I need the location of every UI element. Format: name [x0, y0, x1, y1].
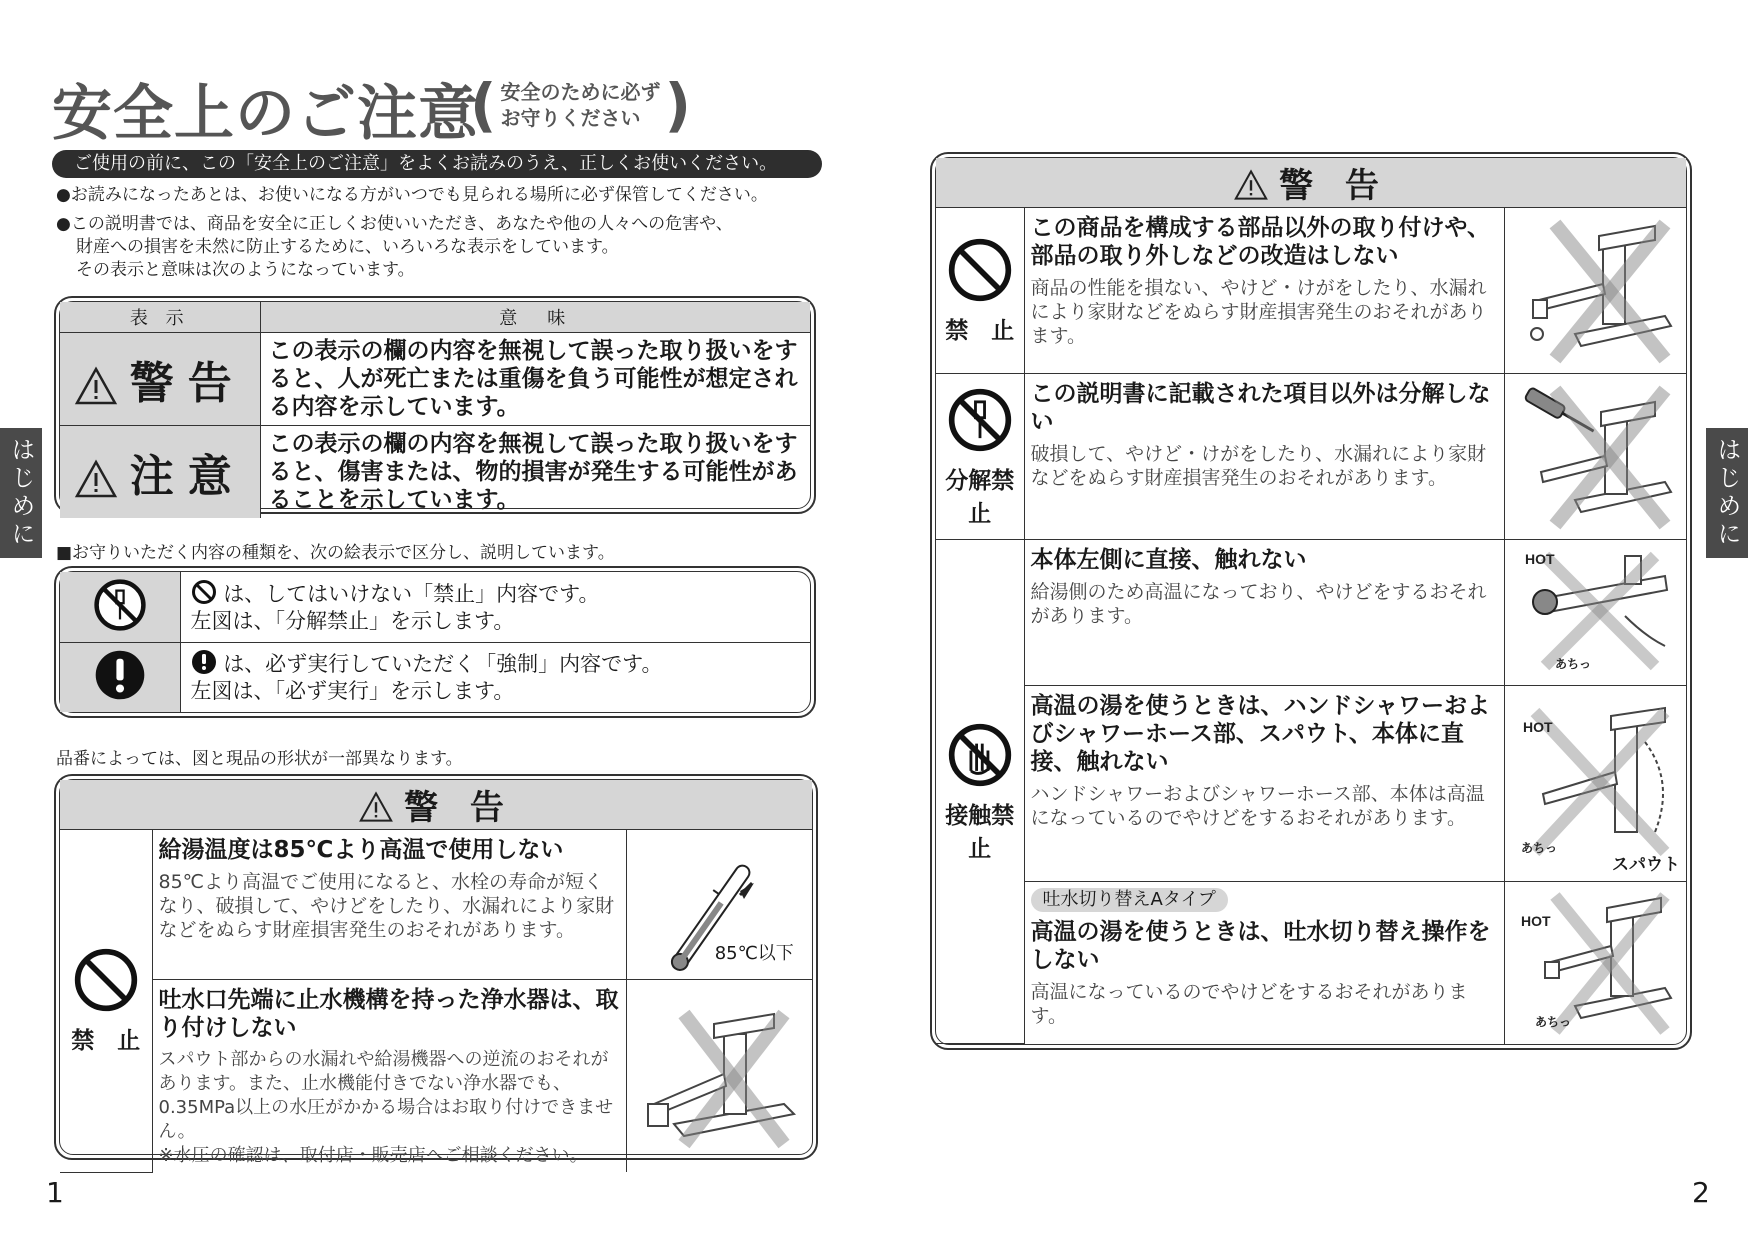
prohibition-label: 禁 止: [71, 1028, 141, 1055]
screwdriver-faucet-icon: [1515, 380, 1675, 530]
paren-close-icon: ): [664, 71, 692, 139]
disassembly-illustration: [1504, 374, 1686, 540]
prohibition-icon: [72, 946, 140, 1014]
left-prohibition-cell: [60, 830, 152, 1173]
intro-paragraph-1: ●お読みになったあとは、お使いになる方がいつでも見られる場所に必ず保管してください。: [56, 185, 768, 205]
signal-caution: 注意: [60, 425, 260, 518]
no-touch-icon: [946, 721, 1014, 789]
model-note: 品番によっては、図と現品の形状が一部異なります。: [56, 749, 463, 769]
signal-warning-meaning: この表示の欄の内容を無視して誤った取り扱いをすると、人が死亡または重傷を負う可能性が想定される内容を示しています。: [260, 332, 810, 425]
warning-triangle-icon: [1233, 169, 1269, 201]
type-a-tag: 吐水切り替えAタイプ: [1031, 888, 1228, 912]
prohibition-icon: [946, 236, 1014, 304]
paren-open-icon: (: [470, 71, 497, 139]
warning-triangle-icon: [358, 791, 394, 823]
subtitle-line2: お守りください: [500, 106, 641, 130]
page-number-left: 1: [46, 1176, 64, 1209]
no-disassembly-icon: [946, 386, 1014, 454]
svg-text:あちっ: あちっ: [1521, 840, 1558, 855]
svg-text:HOT: HOT: [1521, 912, 1551, 929]
col-display-header: 表 示: [60, 302, 260, 332]
intro-text: [56, 184, 826, 282]
svg-text:あちっ: あちっ: [1535, 1014, 1572, 1029]
hot-faucet-icon: [1515, 546, 1675, 676]
page-subtitle: [470, 71, 692, 139]
thermometer-illustration: [626, 830, 812, 980]
svg-text:HOT: HOT: [1525, 550, 1555, 567]
signal-warning: 警告: [60, 332, 260, 425]
left-warning-item-1: 給湯温度は85℃より高温で使用しない 85℃より高温でご使用になると、水栓の寿命が短くなり、破損して、やけどをしたり、水漏れにより家財などをぬらす財産損害発生のおそれがあります。: [152, 830, 626, 980]
legend-mandatory-cell: [60, 642, 180, 712]
right-warning-item-5: 吐水切り替えAタイプ 高温の湯を使うときは、吐水切り替え操作をしない 高温になっているのでやけどをするおそれがあります。: [1024, 882, 1504, 1044]
faucet-icon: [1515, 214, 1675, 364]
page-number-right: 2: [1692, 1176, 1710, 1209]
right-warning-item-3: 本体左側に直接、触れない 給湯側のため高温になっており、やけどをするおそれがあります。: [1024, 540, 1504, 686]
hot-shower-faucet-icon: [1515, 702, 1675, 862]
page-title: 安全上のご注意: [52, 79, 479, 149]
left-warning-table: [54, 774, 818, 1166]
signal-caution-meaning: この表示の欄の内容を無視して誤った取り扱いをすると、傷害または、物的損害が発生する可能性があることを示しています。: [260, 425, 810, 518]
right-warning-table: [930, 152, 1692, 1050]
hot-shower-illustration: [1504, 686, 1686, 882]
mandatory-icon: [191, 649, 217, 675]
legend-mandatory-text: は、必ず実行していただく「強制」内容です。 左図は、「必ず実行」を示します。: [180, 642, 810, 712]
col-meaning-header: 意 味: [260, 302, 810, 332]
left-warning-header: 警 告: [60, 780, 812, 830]
faucet-modification-illustration: [1504, 208, 1686, 374]
section-tab-left: はじめに: [0, 428, 42, 558]
hot-switch-illustration: [1504, 882, 1686, 1044]
legend-disassembly-cell: [60, 572, 180, 642]
faucet-purifier-icon: [634, 994, 804, 1154]
right-prohibition-cell: 禁 止: [936, 208, 1024, 374]
hot-left-side-illustration: [1504, 540, 1686, 686]
left-warning-item-2: 吐水口先端に止水機構を持った浄水器は、取り付けしない スパウト部からの水漏れや給湯機器への逆流のおそれがあります。また、止水機能付きでない浄水器でも、0.35MPa以上の水圧がかかる場合はお取り付けできません。 ※水圧の確認は、取付店・販売店へご相談ください。: [152, 980, 626, 1173]
right-warning-item-4: 高温の湯を使うときは、ハンドシャワーおよびシャワーホース部、スパウト、本体に直接、触れない ハンドシャワーおよびシャワーホース部、本体は高温になっているのでやけどをするおそれがあります。: [1024, 686, 1504, 882]
svg-text:HOT: HOT: [1523, 718, 1553, 735]
hot-switch-faucet-icon: [1515, 886, 1675, 1036]
spout-label: スパウト: [1612, 855, 1680, 875]
warning-triangle-icon: [74, 366, 118, 406]
max-temp-label: 85℃以下: [714, 942, 794, 964]
right-warning-item-1: この商品を構成する部品以外の取り付けや、部品の取り外しなどの改造はしない 商品の性能を損ない、やけど・けがをしたり、水漏れにより家財などをぬらす財産損害発生のおそれがあります。: [1024, 208, 1504, 374]
right-warning-header: 警 告: [936, 158, 1686, 208]
signal-word-table: [54, 296, 816, 514]
no-disassembly-icon: [93, 578, 147, 632]
legend-prohibition-text: は、してはいけない「禁止」内容です。 左図は、「分解禁止」を示します。: [180, 572, 810, 642]
prohibition-icon: [191, 579, 217, 605]
symbol-legend-table: [54, 566, 816, 718]
intro-paragraph-2: ●この説明書では、商品を安全に正しくお使いいただき、あなたや他の人々への危害や、 財産への損害を未然に防止するために、いろいろな表示をしています。 その表示と意味は次のようになっています。: [56, 214, 733, 280]
read-before-use-banner: ご使用の前に、この「安全上のご注意」をよくお読みのうえ、正しくお使いください。: [52, 150, 822, 178]
svg-text:あちっ: あちっ: [1555, 656, 1592, 671]
right-disassembly-cell: 分解禁止: [936, 374, 1024, 540]
mandatory-action-icon: [93, 648, 147, 702]
right-no-touch-cell: 接触禁止: [936, 540, 1024, 1044]
right-warning-item-2: この説明書に記載された項目以外は分解しない 破損して、やけど・けがをしたり、水漏れにより家財などをぬらす財産損害発生のおそれがあります。: [1024, 374, 1504, 540]
caution-triangle-icon: [74, 459, 118, 499]
water-purifier-illustration: [626, 980, 812, 1173]
legend-note: ■お守りいただく内容の種類を、次の絵表示で区分し、説明しています。: [56, 543, 615, 563]
subtitle-line1: 安全のために必ず: [500, 80, 661, 104]
section-tab-right: はじめに: [1706, 428, 1748, 558]
